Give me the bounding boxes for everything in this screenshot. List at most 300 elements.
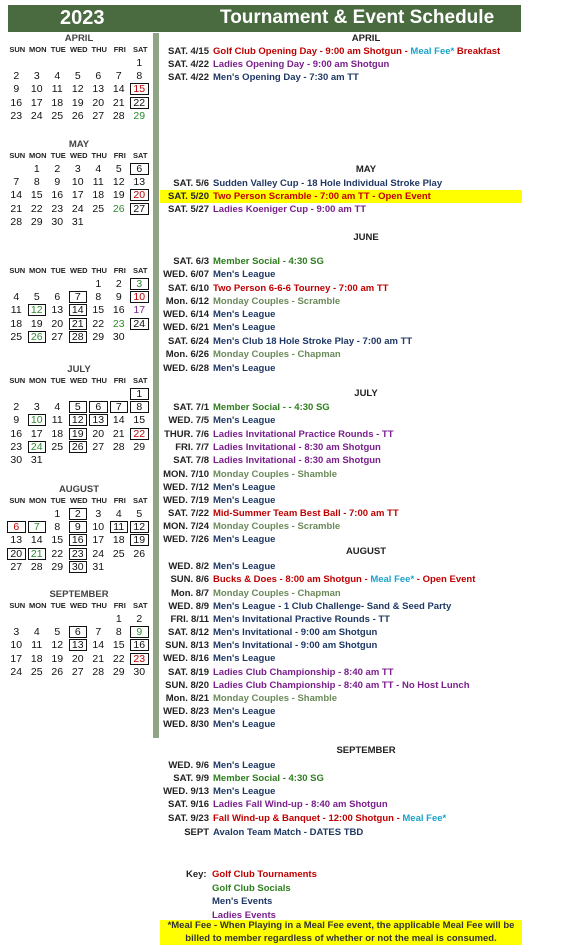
day-cell: 29: [92, 330, 105, 343]
day-cell: [7, 508, 26, 520]
event-day-cell: 7: [110, 401, 129, 413]
event-date: SAT. 8/19: [167, 667, 209, 678]
event-description: Men's League: [213, 706, 276, 717]
calendar-month-name: APRIL: [64, 33, 94, 44]
weekday-label: WED: [70, 266, 88, 275]
event-row: [160, 348, 522, 361]
calendar-week: [7, 216, 151, 229]
calendar-month-name: JULY: [67, 364, 91, 375]
day-cell: 26: [112, 202, 125, 215]
meal-fee-label: Meal Fee*: [410, 46, 455, 57]
calendar-week: [7, 561, 151, 574]
event-description: Ladies Invitational - 8:30 am Shotgun: [213, 442, 381, 453]
day-cell: 16: [10, 96, 23, 109]
event-row: [160, 718, 522, 731]
event-description: Monday Couples - Chapman: [213, 588, 341, 599]
event-description: Men's League: [213, 760, 276, 771]
event-date: WED. 9/13: [163, 786, 209, 797]
day-cell: 22: [51, 547, 64, 560]
day-cell: 24: [92, 547, 105, 560]
event-day-cell: 22: [130, 428, 149, 440]
weekday-label: TUE: [50, 496, 66, 505]
event-date: SAT. 5/27: [167, 204, 209, 215]
day-cell: [48, 613, 67, 625]
event-day-cell: 30: [69, 561, 88, 573]
event-day-cell: 6: [7, 521, 26, 533]
calendar-week: [7, 613, 151, 626]
event-description: Member Social - 4:30 SG: [213, 773, 324, 784]
day-cell: 29: [51, 560, 64, 573]
meal-fee-label: Meal Fee*: [402, 813, 447, 824]
event-description: Men's Club 18 Hole Stroke Play - 7:00 am TT: [213, 336, 413, 347]
section-july: JULY: [354, 388, 378, 399]
event-date: SAT. 6/10: [167, 283, 209, 294]
event-row: [160, 639, 522, 652]
day-cell: 2: [13, 70, 20, 83]
day-cell: 10: [92, 521, 105, 534]
day-cell: 21: [10, 202, 23, 215]
event-date: WED. 6/07: [163, 269, 209, 280]
event-day-cell: 16: [130, 639, 149, 651]
day-cell: 10: [10, 639, 23, 652]
event-description: Men's League: [213, 495, 276, 506]
weekday-label: FRI: [113, 601, 126, 610]
event-row: [160, 321, 522, 334]
event-row: [160, 468, 522, 481]
event-description: Monday Couples - Shamble: [213, 469, 338, 480]
event-description: Two Person Scramble - 7:00 am TT - Open Event: [213, 191, 431, 202]
event-day-cell: 9: [130, 626, 149, 638]
event-date: SUN. 8/20: [165, 680, 209, 691]
event-day-cell: 22: [130, 97, 149, 109]
event-day-cell: 13: [89, 414, 108, 426]
day-cell: 16: [51, 189, 64, 202]
day-cell: 2: [115, 278, 122, 290]
day-cell: 18: [92, 189, 105, 202]
calendar-week: [7, 508, 151, 521]
weekday-header: [7, 601, 151, 613]
day-cell: 17: [133, 304, 146, 317]
day-cell: [89, 613, 108, 625]
day-cell: 5: [54, 626, 61, 639]
day-cell: 28: [30, 560, 43, 573]
event-day-cell: 12: [130, 521, 149, 533]
weekday-header: [7, 266, 151, 278]
day-cell: [48, 278, 67, 290]
day-cell: 9: [54, 176, 61, 189]
weekday-label: WED: [70, 151, 88, 160]
calendar-week: [7, 304, 151, 317]
day-cell: 17: [30, 96, 43, 109]
weekday-label: THU: [91, 496, 107, 505]
day-cell: [28, 508, 47, 520]
event-day-cell: 19: [69, 428, 88, 440]
day-cell: [7, 163, 26, 175]
calendar-week: [7, 163, 151, 176]
event-row: [160, 295, 522, 308]
day-cell: 14: [10, 189, 23, 202]
calendar-september: [7, 589, 151, 679]
weekday-label: THU: [91, 266, 107, 275]
day-cell: 14: [30, 534, 43, 547]
event-description: Men's League: [213, 415, 276, 426]
calendar-august: [7, 484, 151, 574]
calendar-month-name: MAY: [68, 139, 90, 150]
day-cell: 25: [30, 665, 43, 678]
day-cell: 14: [92, 639, 105, 652]
event-description: Men's Opening Day - 7:30 am TT: [213, 72, 359, 83]
event-date: WED. 6/21: [163, 322, 209, 333]
day-cell: 1: [33, 163, 40, 175]
weekday-label: THU: [91, 601, 107, 610]
day-cell: [89, 216, 108, 228]
event-date: Mon. 8/21: [165, 693, 209, 704]
event-date: WED. 9/6: [168, 760, 209, 771]
day-cell: 15: [112, 639, 125, 652]
calendar-week: [7, 278, 151, 291]
weekday-label: SAT: [133, 151, 148, 160]
day-cell: [7, 278, 26, 290]
event-day-cell: 6: [69, 626, 88, 638]
event-description: Men's League: [213, 786, 276, 797]
event-description: Men's League - 1 Club Challenge- Sand & Seed Party: [213, 601, 452, 612]
event-day-cell: 10: [28, 414, 47, 426]
calendar-july: [7, 364, 151, 467]
calendar-week: [7, 666, 151, 679]
event-day-cell: 24: [130, 318, 149, 330]
day-cell: 22: [112, 652, 125, 665]
event-date: SUN. 8/13: [165, 640, 209, 651]
event-description: Fall Wind-up & Banquet - 12:00 Shotgun -: [213, 813, 403, 824]
calendar-week: [7, 639, 151, 652]
event-day-cell: 7: [69, 291, 88, 303]
calendar-week: [7, 189, 151, 202]
event-description: Men's League: [213, 653, 276, 664]
day-cell: 3: [33, 401, 40, 414]
page-title: Tournament & Event Schedule: [220, 7, 495, 28]
footnote-line-1: *Meal Fee - When Playing in a Meal Fee event, the applicable Meal Fee will be: [167, 920, 515, 931]
day-cell: 17: [71, 189, 84, 202]
day-cell: 25: [10, 330, 23, 343]
event-date: SAT. 9/16: [167, 799, 209, 810]
day-cell: 6: [95, 70, 102, 83]
day-cell: [89, 388, 108, 400]
day-cell: 16: [10, 427, 23, 440]
day-cell: 1: [95, 278, 102, 290]
day-cell: 25: [92, 202, 105, 215]
event-date: MON. 7/10: [163, 469, 209, 480]
event-row: [160, 45, 522, 58]
weekday-label: THU: [91, 45, 107, 54]
event-date: WED. 7/26: [163, 534, 209, 545]
calendar-week: [7, 83, 151, 96]
event-row: [160, 494, 522, 507]
event-row: [160, 441, 522, 454]
calendar-april: [7, 33, 151, 123]
event-description: Member Social - 4:30 SG: [213, 256, 324, 267]
day-cell: 30: [10, 453, 23, 466]
event-row: [160, 71, 522, 84]
calendar-week: [7, 57, 151, 70]
event-day-cell: 28: [69, 331, 88, 343]
event-row: [160, 587, 522, 600]
day-cell: 11: [10, 304, 22, 317]
event-description: Golf Club Opening Day - 9:00 am Shotgun -: [213, 46, 411, 57]
event-day-cell: 12: [28, 304, 47, 316]
event-day-cell: 26: [28, 331, 47, 343]
day-cell: 12: [71, 83, 84, 96]
event-description: Ladies Koeniger Cup - 9:00 am TT: [213, 204, 367, 215]
day-cell: [7, 613, 26, 625]
day-cell: 29: [133, 109, 146, 122]
day-cell: 8: [54, 521, 61, 534]
event-description: Member Social - - 4:30 SG: [213, 402, 330, 413]
day-cell: 15: [133, 414, 146, 427]
day-cell: 28: [112, 440, 125, 453]
weekday-label: SAT: [133, 266, 148, 275]
day-cell: [28, 278, 47, 290]
event-date: WED. 7/19: [163, 495, 209, 506]
event-description: Ladies Invitational - 8:30 am Shotgun: [213, 455, 381, 466]
day-cell: 8: [136, 70, 143, 83]
event-day-cell: 12: [69, 414, 88, 426]
event-date: FRI. 8/11: [170, 614, 209, 625]
calendar-week: [7, 110, 151, 123]
event-date: MON. 7/24: [163, 521, 209, 532]
event-date: THUR. 7/6: [164, 429, 209, 440]
event-row: [160, 428, 522, 441]
weekday-label: MON: [29, 45, 47, 54]
weekday-header: [7, 45, 151, 57]
event-date: FRI. 7/7: [175, 442, 209, 453]
key-label: Key:: [186, 869, 207, 880]
event-description: Monday Couples - Chapman: [213, 349, 341, 360]
event-row: [160, 679, 522, 692]
day-cell: 24: [10, 665, 23, 678]
day-cell: 20: [92, 427, 105, 440]
day-cell: [48, 57, 67, 69]
day-cell: [28, 388, 47, 400]
day-cell: 5: [136, 508, 143, 520]
calendar-week: [7, 331, 151, 344]
weekday-label: WED: [70, 496, 88, 505]
event-description: Men's Invitational - 9:00 am Shotgun: [213, 640, 378, 651]
day-cell: 28: [10, 215, 23, 228]
day-cell: 29: [133, 440, 146, 453]
day-cell: 14: [112, 83, 125, 96]
event-date: SAT. 7/8: [173, 455, 209, 466]
day-cell: 22: [92, 317, 105, 330]
weekday-label: WED: [70, 601, 88, 610]
event-description: Avalon Team Match - DATES TBD: [213, 827, 364, 838]
day-cell: 21: [112, 96, 125, 109]
event-day-cell: 21: [69, 318, 88, 330]
day-cell: 8: [33, 176, 40, 189]
day-cell: 1: [115, 613, 122, 625]
day-cell: [130, 561, 149, 573]
event-day-cell: 13: [69, 639, 88, 651]
day-cell: 27: [71, 665, 84, 678]
event-day-cell: 19: [130, 534, 149, 546]
day-cell: 15: [51, 534, 64, 547]
day-cell: [69, 278, 88, 290]
event-date: SAT. 6/3: [173, 256, 209, 267]
event-day-cell: 15: [130, 83, 149, 95]
event-day-cell: 20: [130, 189, 149, 201]
day-cell: 15: [30, 189, 43, 202]
day-cell: [89, 57, 108, 69]
day-cell: 22: [30, 202, 43, 215]
event-description: Men's Invitational - 9:00 am Shotgun: [213, 627, 378, 638]
day-cell: 18: [51, 427, 64, 440]
event-row: [160, 414, 522, 427]
event-day-cell: 1: [130, 388, 149, 400]
event-row: [160, 600, 522, 613]
event-description: Ladies Club Championship - 8:40 am TT: [213, 667, 394, 678]
day-cell: 24: [30, 109, 43, 122]
day-cell: 13: [92, 83, 105, 96]
event-date: WED. 6/28: [163, 363, 209, 374]
event-row: [160, 560, 522, 573]
day-cell: 18: [30, 652, 43, 665]
calendar-week: [7, 97, 151, 110]
event-day-cell: 24: [28, 441, 47, 453]
day-cell: [69, 388, 88, 400]
section-april: APRIL: [351, 33, 381, 44]
day-cell: 23: [51, 202, 64, 215]
event-row: [160, 335, 522, 348]
weekday-label: TUE: [50, 266, 66, 275]
weekday-label: TUE: [50, 45, 66, 54]
day-cell: 17: [30, 427, 43, 440]
weekday-label: FRI: [113, 45, 126, 54]
calendar-week: [7, 548, 151, 561]
day-cell: 7: [13, 176, 20, 189]
event-row: [160, 177, 522, 190]
event-day-cell: 2: [69, 508, 88, 520]
day-cell: 7: [115, 70, 122, 83]
event-date: WED. 8/30: [163, 719, 209, 730]
day-cell: 12: [51, 639, 64, 652]
calendar-week: [7, 534, 151, 547]
day-cell: [110, 216, 129, 228]
key-socials: Golf Club Socials: [212, 882, 291, 894]
event-row: [160, 812, 522, 825]
day-cell: 10: [71, 176, 84, 189]
day-cell: 19: [51, 652, 64, 665]
day-cell: 15: [92, 304, 105, 317]
day-cell: [7, 57, 26, 69]
day-cell: 18: [112, 534, 125, 547]
section-may: MAY: [355, 164, 377, 175]
event-date: SAT. 9/9: [173, 773, 209, 784]
weekday-label: MON: [29, 376, 47, 385]
day-cell: 13: [51, 304, 64, 317]
calendar-month-name: AUGUST: [58, 484, 100, 495]
event-description: Men's League: [213, 534, 276, 545]
day-cell: 21: [112, 427, 125, 440]
event-date: SAT. 5/20: [167, 191, 209, 202]
event-row: [160, 255, 522, 268]
day-cell: 10: [30, 83, 43, 96]
day-cell: 9: [13, 83, 20, 96]
year-title: 2023: [60, 7, 105, 29]
event-row: [160, 573, 522, 586]
day-cell: 23: [112, 317, 125, 330]
calendar-month-name: [7, 254, 151, 266]
section-september: SEPTEMBER: [336, 745, 396, 756]
day-cell: 3: [33, 70, 40, 83]
event-date: SAT. 4/15: [167, 46, 209, 57]
meal-fee-label: Meal Fee*: [370, 574, 415, 585]
event-description: Men's League: [213, 363, 276, 374]
event-description: Monday Couples - Scramble: [213, 296, 341, 307]
day-cell: 27: [92, 440, 105, 453]
event-description: Ladies Invitational Practice Rounds - TT: [213, 429, 394, 440]
day-cell: 4: [33, 626, 40, 639]
weekday-label: FRI: [113, 151, 126, 160]
event-date: SAT. 7/22: [167, 508, 209, 519]
event-description: Men's League: [213, 309, 276, 320]
event-description: Ladies Opening Day - 9:00 am Shotgun: [213, 59, 390, 70]
calendar-week: [7, 521, 151, 534]
weekday-label: WED: [70, 376, 88, 385]
key-mens: Men's Events: [212, 896, 273, 907]
calendar-may: [7, 139, 151, 229]
weekday-label: SUN: [9, 151, 26, 160]
weekday-label: SUN: [9, 601, 26, 610]
section-august: AUGUST: [345, 546, 387, 557]
weekday-label: WED: [70, 45, 88, 54]
event-description: Men's League: [213, 482, 276, 493]
weekday-header: [7, 151, 151, 163]
day-cell: 23: [10, 109, 23, 122]
day-cell: 28: [112, 109, 125, 122]
day-cell: [69, 454, 88, 466]
weekday-label: SAT: [133, 376, 148, 385]
day-cell: 28: [92, 665, 105, 678]
event-row: [160, 759, 522, 772]
day-cell: 25: [51, 109, 64, 122]
calendar-week: [7, 70, 151, 83]
day-cell: 4: [54, 70, 61, 83]
event-description: Breakfast: [454, 46, 501, 57]
day-cell: 17: [10, 652, 23, 665]
weekday-label: FRI: [113, 376, 126, 385]
event-row: [160, 481, 522, 494]
weekday-label: TUE: [50, 151, 66, 160]
event-row: [160, 666, 522, 679]
event-date: WED. 8/23: [163, 706, 209, 717]
calendar-week: [7, 441, 151, 454]
event-description: Men's League: [213, 719, 276, 730]
calendar-month-name: SEPTEMBER: [49, 589, 109, 600]
calendar-week: [7, 653, 151, 666]
day-cell: 17: [92, 534, 105, 547]
calendar-week: [7, 626, 151, 639]
weekday-label: THU: [91, 376, 107, 385]
event-day-cell: 23: [130, 653, 149, 665]
event-day-cell: 8: [130, 401, 149, 413]
column-divider: [153, 33, 159, 738]
event-day-cell: 6: [130, 163, 149, 175]
day-cell: [130, 216, 149, 228]
calendar-week: [7, 454, 151, 467]
weekday-label: SUN: [9, 376, 26, 385]
day-cell: 13: [10, 534, 23, 547]
calendar-week: [7, 291, 151, 304]
event-date: WED. 7/12: [163, 482, 209, 493]
